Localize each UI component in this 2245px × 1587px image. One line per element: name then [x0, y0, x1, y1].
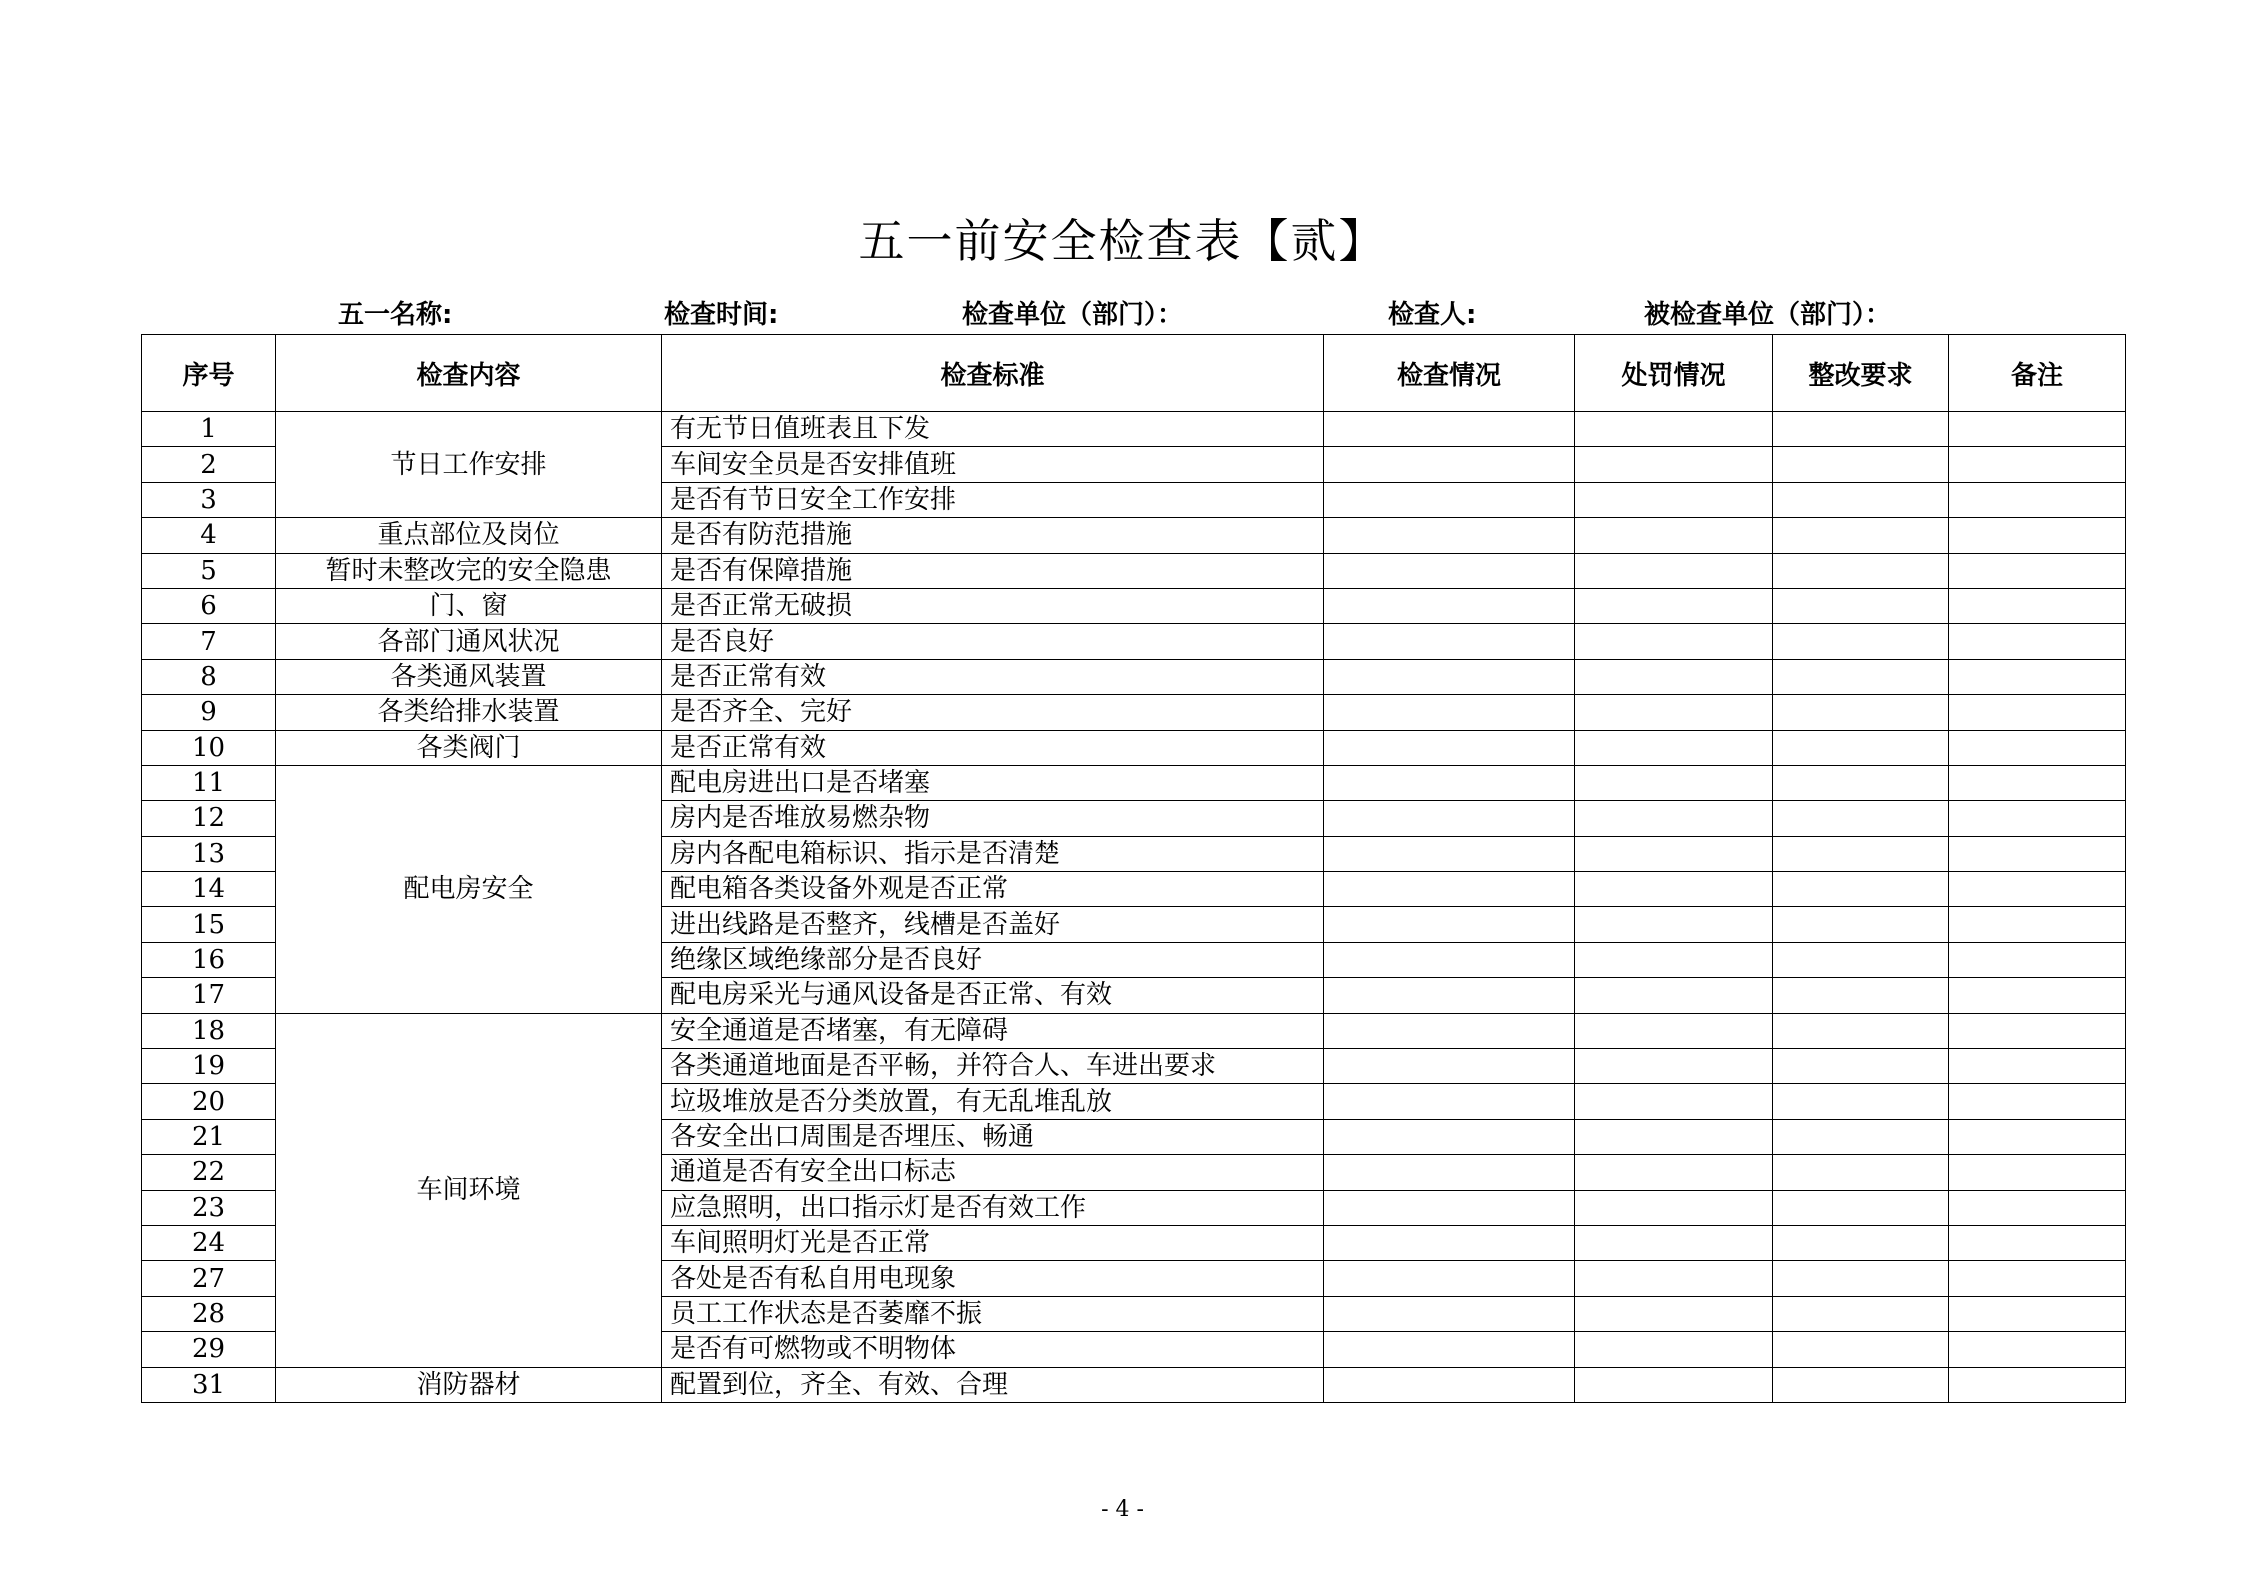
- check-standard: 配置到位，齐全、有效、合理: [662, 1367, 1324, 1402]
- remarks-cell[interactable]: [1949, 588, 2126, 623]
- meta-name-label: 五一名称:: [338, 300, 453, 330]
- row-number: 17: [142, 978, 276, 1013]
- remarks-cell[interactable]: [1949, 695, 2126, 730]
- penalty-cell[interactable]: [1575, 695, 1773, 730]
- rectification-cell[interactable]: [1773, 1296, 1949, 1331]
- result-cell[interactable]: [1324, 518, 1575, 553]
- header-row: [142, 335, 2126, 412]
- row-number: 10: [142, 730, 276, 765]
- meta-inspector-label: 检查人:: [1388, 300, 1477, 330]
- rectification-cell[interactable]: [1773, 801, 1949, 836]
- check-standard: 房内是否堆放易燃杂物: [662, 801, 1324, 836]
- penalty-cell[interactable]: [1575, 907, 1773, 942]
- check-content: 配电房安全: [276, 765, 662, 1013]
- meta-inspected-label: 被检查单位（部门）：: [1644, 300, 1892, 330]
- page-title: 五一前安全检查表【贰】: [858, 214, 1387, 268]
- remarks-cell[interactable]: [1949, 447, 2126, 482]
- check-standard: 是否正常无破损: [662, 588, 1324, 623]
- remarks-cell[interactable]: [1949, 1367, 2126, 1402]
- row-number: 18: [142, 1013, 276, 1048]
- penalty-cell[interactable]: [1575, 553, 1773, 588]
- penalty-cell[interactable]: [1575, 1013, 1773, 1048]
- rectification-cell[interactable]: [1773, 836, 1949, 871]
- row-number: 16: [142, 942, 276, 977]
- result-cell[interactable]: [1324, 482, 1575, 517]
- row-number: 8: [142, 659, 276, 694]
- result-cell[interactable]: [1324, 978, 1575, 1013]
- result-cell[interactable]: [1324, 1261, 1575, 1296]
- remarks-cell[interactable]: [1949, 1155, 2126, 1190]
- row-number: 19: [142, 1049, 276, 1084]
- table-row: [142, 412, 2126, 447]
- check-standard: 安全通道是否堵塞，有无障碍: [662, 1013, 1324, 1048]
- penalty-cell[interactable]: [1575, 765, 1773, 800]
- penalty-cell[interactable]: [1575, 518, 1773, 553]
- check-standard: 车间安全员是否安排值班: [662, 447, 1324, 482]
- penalty-cell[interactable]: [1575, 801, 1773, 836]
- rectification-cell[interactable]: [1773, 1367, 1949, 1402]
- result-cell[interactable]: [1324, 942, 1575, 977]
- check-content: 各类通风装置: [276, 659, 662, 694]
- remarks-cell[interactable]: [1949, 1119, 2126, 1154]
- result-cell[interactable]: [1324, 907, 1575, 942]
- rectification-cell[interactable]: [1773, 942, 1949, 977]
- rectification-cell[interactable]: [1773, 1225, 1949, 1260]
- result-cell[interactable]: [1324, 1225, 1575, 1260]
- check-standard: 应急照明，出口指示灯是否有效工作: [662, 1190, 1324, 1225]
- check-standard: 是否有节日安全工作安排: [662, 482, 1324, 517]
- remarks-cell[interactable]: [1949, 518, 2126, 553]
- meta-line: [0, 294, 2245, 334]
- rectification-cell[interactable]: [1773, 1155, 1949, 1190]
- result-cell[interactable]: [1324, 836, 1575, 871]
- table-row: [142, 1367, 2126, 1402]
- rectification-cell[interactable]: [1773, 978, 1949, 1013]
- rectification-cell[interactable]: [1773, 659, 1949, 694]
- result-cell[interactable]: [1324, 765, 1575, 800]
- remarks-cell[interactable]: [1949, 907, 2126, 942]
- row-number: 31: [142, 1367, 276, 1402]
- rectification-cell[interactable]: [1773, 1049, 1949, 1084]
- row-number: 15: [142, 907, 276, 942]
- penalty-cell[interactable]: [1575, 659, 1773, 694]
- check-content: 重点部位及岗位: [276, 518, 662, 553]
- remarks-cell[interactable]: [1949, 1261, 2126, 1296]
- inspection-table: [141, 334, 2126, 1403]
- remarks-cell[interactable]: [1949, 1084, 2126, 1119]
- result-cell[interactable]: [1324, 872, 1575, 907]
- row-number: 9: [142, 695, 276, 730]
- result-cell[interactable]: [1324, 659, 1575, 694]
- table-row: [142, 659, 2126, 694]
- check-standard: 员工工作状态是否萎靡不振: [662, 1296, 1324, 1331]
- remarks-cell[interactable]: [1949, 659, 2126, 694]
- result-cell[interactable]: [1324, 1049, 1575, 1084]
- check-content: 各部门通风状况: [276, 624, 662, 659]
- remarks-cell[interactable]: [1949, 765, 2126, 800]
- remarks-cell[interactable]: [1949, 1190, 2126, 1225]
- remarks-cell[interactable]: [1949, 801, 2126, 836]
- row-number: 5: [142, 553, 276, 588]
- row-number: 12: [142, 801, 276, 836]
- result-cell[interactable]: [1324, 1367, 1575, 1402]
- rectification-cell[interactable]: [1773, 1190, 1949, 1225]
- rectification-cell[interactable]: [1773, 482, 1949, 517]
- check-standard: 进出线路是否整齐，线槽是否盖好: [662, 907, 1324, 942]
- result-cell[interactable]: [1324, 1119, 1575, 1154]
- table-row: [142, 588, 2126, 623]
- penalty-cell[interactable]: [1575, 978, 1773, 1013]
- remarks-cell[interactable]: [1949, 482, 2126, 517]
- rectification-cell[interactable]: [1773, 1013, 1949, 1048]
- header-content: 检查内容: [276, 335, 662, 412]
- check-standard: 通道是否有安全出口标志: [662, 1155, 1324, 1190]
- remarks-cell[interactable]: [1949, 412, 2126, 447]
- remarks-cell[interactable]: [1949, 1332, 2126, 1367]
- penalty-cell[interactable]: [1575, 1367, 1773, 1402]
- result-cell[interactable]: [1324, 553, 1575, 588]
- row-number: 21: [142, 1119, 276, 1154]
- header-penalty: 处罚情况: [1575, 335, 1773, 412]
- penalty-cell[interactable]: [1575, 1296, 1773, 1331]
- check-standard: 各安全出口周围是否埋压、畅通: [662, 1119, 1324, 1154]
- rectification-cell[interactable]: [1773, 730, 1949, 765]
- check-standard: 是否齐全、完好: [662, 695, 1324, 730]
- check-content: 各类阀门: [276, 730, 662, 765]
- header-remarks: 备注: [1949, 335, 2126, 412]
- row-number: 14: [142, 872, 276, 907]
- rectification-cell[interactable]: [1773, 1332, 1949, 1367]
- check-standard: 配电箱各类设备外观是否正常: [662, 872, 1324, 907]
- rectification-cell[interactable]: [1773, 624, 1949, 659]
- penalty-cell[interactable]: [1575, 730, 1773, 765]
- row-number: 23: [142, 1190, 276, 1225]
- remarks-cell[interactable]: [1949, 872, 2126, 907]
- result-cell[interactable]: [1324, 624, 1575, 659]
- rectification-cell[interactable]: [1773, 518, 1949, 553]
- check-standard: 是否正常有效: [662, 730, 1324, 765]
- check-standard: 是否良好: [662, 624, 1324, 659]
- remarks-cell[interactable]: [1949, 1296, 2126, 1331]
- row-number: 27: [142, 1261, 276, 1296]
- rectification-cell[interactable]: [1773, 907, 1949, 942]
- row-number: 22: [142, 1155, 276, 1190]
- remarks-cell[interactable]: [1949, 1049, 2126, 1084]
- row-number: 3: [142, 482, 276, 517]
- header-result: 检查情况: [1324, 335, 1575, 412]
- table-row: [142, 553, 2126, 588]
- table-row: [142, 695, 2126, 730]
- result-cell[interactable]: [1324, 1155, 1575, 1190]
- remarks-cell[interactable]: [1949, 836, 2126, 871]
- rectification-cell[interactable]: [1773, 588, 1949, 623]
- row-number: 13: [142, 836, 276, 871]
- result-cell[interactable]: [1324, 447, 1575, 482]
- penalty-cell[interactable]: [1575, 836, 1773, 871]
- row-number: 29: [142, 1332, 276, 1367]
- penalty-cell[interactable]: [1575, 588, 1773, 623]
- check-content: 车间环境: [276, 1013, 662, 1367]
- penalty-cell[interactable]: [1575, 872, 1773, 907]
- page-number: - 4 -: [1101, 1497, 1144, 1522]
- check-content: 暂时未整改完的安全隐患: [276, 553, 662, 588]
- rectification-cell[interactable]: [1773, 1084, 1949, 1119]
- result-cell[interactable]: [1324, 412, 1575, 447]
- table-row: [142, 518, 2126, 553]
- remarks-cell[interactable]: [1949, 553, 2126, 588]
- meta-unit-label: 检查单位（部门）：: [962, 300, 1184, 330]
- remarks-cell[interactable]: [1949, 1225, 2126, 1260]
- penalty-cell[interactable]: [1575, 942, 1773, 977]
- result-cell[interactable]: [1324, 1013, 1575, 1048]
- check-standard: 房内各配电箱标识、指示是否清楚: [662, 836, 1324, 871]
- check-standard: 是否正常有效: [662, 659, 1324, 694]
- result-cell[interactable]: [1324, 801, 1575, 836]
- table-body: [142, 412, 2126, 1403]
- penalty-cell[interactable]: [1575, 412, 1773, 447]
- penalty-cell[interactable]: [1575, 1084, 1773, 1119]
- rectification-cell[interactable]: [1773, 1261, 1949, 1296]
- penalty-cell[interactable]: [1575, 1155, 1773, 1190]
- result-cell[interactable]: [1324, 1332, 1575, 1367]
- result-cell[interactable]: [1324, 588, 1575, 623]
- rectification-cell[interactable]: [1773, 1119, 1949, 1154]
- remarks-cell[interactable]: [1949, 978, 2126, 1013]
- row-number: 28: [142, 1296, 276, 1331]
- result-cell[interactable]: [1324, 1296, 1575, 1331]
- result-cell[interactable]: [1324, 1190, 1575, 1225]
- penalty-cell[interactable]: [1575, 1190, 1773, 1225]
- row-number: 4: [142, 518, 276, 553]
- row-number: 2: [142, 447, 276, 482]
- rectification-cell[interactable]: [1773, 447, 1949, 482]
- rectification-cell[interactable]: [1773, 765, 1949, 800]
- penalty-cell[interactable]: [1575, 1049, 1773, 1084]
- table-row: [142, 730, 2126, 765]
- result-cell[interactable]: [1324, 730, 1575, 765]
- meta-time-label: 检查时间:: [664, 300, 779, 330]
- remarks-cell[interactable]: [1949, 942, 2126, 977]
- check-standard: 车间照明灯光是否正常: [662, 1225, 1324, 1260]
- check-standard: 各处是否有私自用电现象: [662, 1261, 1324, 1296]
- table-row: [142, 624, 2126, 659]
- penalty-cell[interactable]: [1575, 482, 1773, 517]
- row-number: 24: [142, 1225, 276, 1260]
- rectification-cell[interactable]: [1773, 553, 1949, 588]
- penalty-cell[interactable]: [1575, 1332, 1773, 1367]
- check-content: 各类给排水装置: [276, 695, 662, 730]
- row-number: 1: [142, 412, 276, 447]
- rectification-cell[interactable]: [1773, 695, 1949, 730]
- header-rectification: 整改要求: [1773, 335, 1949, 412]
- row-number: 11: [142, 765, 276, 800]
- check-standard: 配电房采光与通风设备是否正常、有效: [662, 978, 1324, 1013]
- check-standard: 垃圾堆放是否分类放置，有无乱堆乱放: [662, 1084, 1324, 1119]
- check-standard: 是否有防范措施: [662, 518, 1324, 553]
- penalty-cell[interactable]: [1575, 1225, 1773, 1260]
- row-number: 7: [142, 624, 276, 659]
- rectification-cell[interactable]: [1773, 412, 1949, 447]
- table-row: [142, 1013, 2126, 1048]
- row-number: 20: [142, 1084, 276, 1119]
- penalty-cell[interactable]: [1575, 1119, 1773, 1154]
- penalty-cell[interactable]: [1575, 624, 1773, 659]
- remarks-cell[interactable]: [1949, 730, 2126, 765]
- check-content: 消防器材: [276, 1367, 662, 1402]
- remarks-cell[interactable]: [1949, 624, 2126, 659]
- check-standard: 绝缘区域绝缘部分是否良好: [662, 942, 1324, 977]
- table-row: [142, 765, 2126, 800]
- check-standard: 是否有保障措施: [662, 553, 1324, 588]
- check-standard: 各类通道地面是否平畅，并符合人、车进出要求: [662, 1049, 1324, 1084]
- check-content: 节日工作安排: [276, 412, 662, 518]
- penalty-cell[interactable]: [1575, 447, 1773, 482]
- row-number: 6: [142, 588, 276, 623]
- check-standard: 配电房进出口是否堵塞: [662, 765, 1324, 800]
- result-cell[interactable]: [1324, 1084, 1575, 1119]
- check-standard: 是否有可燃物或不明物体: [662, 1332, 1324, 1367]
- header-standard: 检查标准: [662, 335, 1324, 412]
- header-no: 序号: [142, 335, 276, 412]
- check-standard: 有无节日值班表且下发: [662, 412, 1324, 447]
- result-cell[interactable]: [1324, 695, 1575, 730]
- check-content: 门、窗: [276, 588, 662, 623]
- remarks-cell[interactable]: [1949, 1013, 2126, 1048]
- penalty-cell[interactable]: [1575, 1261, 1773, 1296]
- rectification-cell[interactable]: [1773, 872, 1949, 907]
